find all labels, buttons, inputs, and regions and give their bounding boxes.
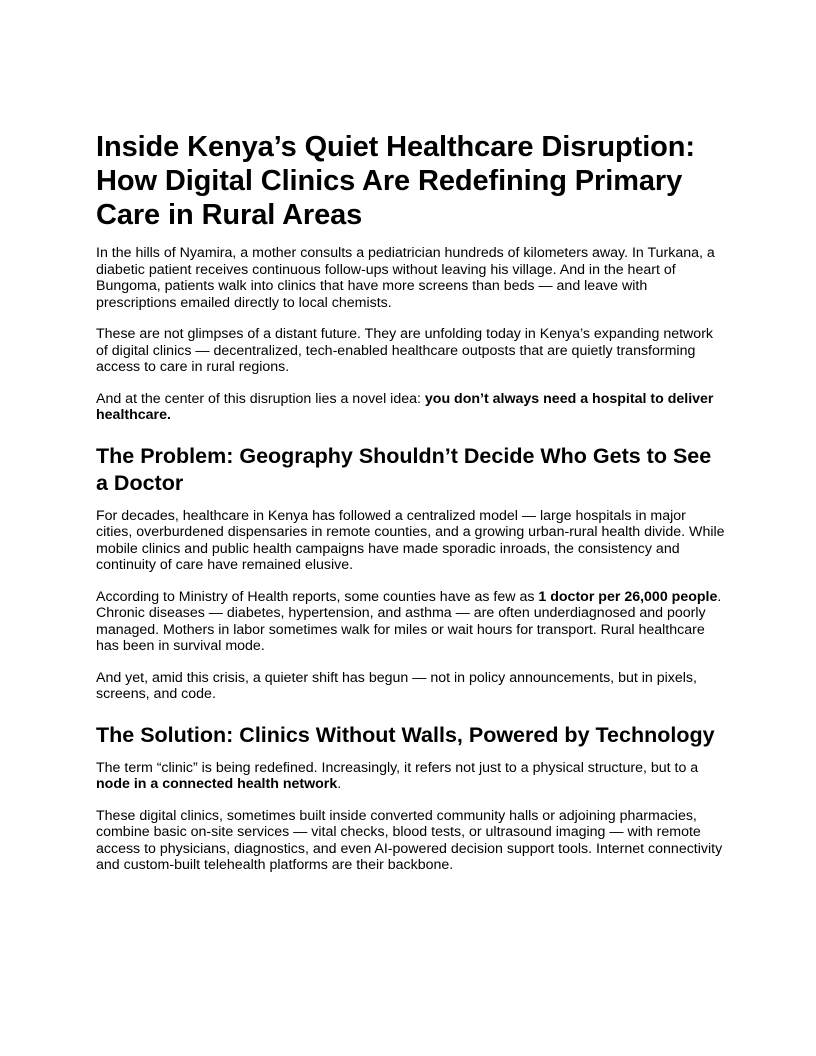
problem-paragraph-2-emphasis: 1 doctor per 26,000 people — [538, 588, 718, 605]
problem-paragraph-3: And yet, amid this crisis, a quieter shift has begun — not in policy announcements, but in pixels, screens, and code. — [96, 669, 697, 702]
document-page — [96, 130, 726, 889]
problem-paragraph-1: For decades, healthcare in Kenya has followed a centralized model — large hospitals in major cities, overburdened dispensaries in remote counties, and a growing urban-rural health divide. While mobile clinics and public health campaigns have made sporadic inroads, the consistency and continuity of care have remained elusive. — [96, 507, 725, 573]
intro-paragraph-3 — [96, 391, 726, 424]
intro-paragraph-3-lead: And at the center of this disruption lies a novel idea: — [96, 390, 425, 407]
solution-paragraph-1-tail: . — [337, 776, 342, 792]
intro-paragraph-2: These are not glimpses of a distant future. They are unfolding today in Kenya’s expanding network of digital clinics — decentralized, tech-enabled healthcare outposts that are quietly transforming access to care in rural regions. — [96, 326, 714, 375]
solution-paragraph-1 — [96, 760, 726, 793]
problem-paragraph-2 — [96, 589, 726, 655]
solution-paragraph-1-lead: The term “clinic” is being redefined. Increasingly, it refers not just to a physical structure, but to a — [96, 759, 699, 776]
solution-paragraph-2: These digital clinics, sometimes built inside converted community halls or adjoining pharmacies, combine basic on-site services — vital checks, blood tests, or ultrasound imaging — with remote access to physicians, diagnostics, and even AI-powered decision support tools. Internet connectivity and custom-built telehealth platforms are their backbone. — [96, 807, 723, 873]
article-title: Inside Kenya’s Quiet Healthcare Disruption: How Digital Clinics Are Redefining Primary Care in Rural Areas — [96, 131, 695, 231]
solution-paragraph-1-emphasis: node in a connected health network — [96, 776, 338, 792]
intro-paragraph-3-emphasis: you don’t always need a hospital to deliver healthcare. — [96, 390, 714, 423]
problem-paragraph-2-lead: According to Ministry of Health reports, some counties have as few as — [96, 588, 539, 605]
solution-heading: The Solution: Clinics Without Walls, Powered by Technology — [96, 722, 715, 747]
problem-paragraph-2-tail: . Chronic diseases — diabetes, hypertension, and asthma — are often underdiagnosed and poorly managed. Mothers in labor sometimes walk for miles or wait hours for transport. Rural healthcare has been in survival mode. — [96, 588, 722, 654]
problem-heading: The Problem: Geography Shouldn’t Decide Who Gets to See a Doctor — [96, 443, 712, 495]
intro-paragraph-1: In the hills of Nyamira, a mother consults a pediatrician hundreds of kilometers away. In Turkana, a diabetic patient receives continuous follow-ups without leaving his village. And in the heart of Bungoma, patients walk into clinics that have more screens than beds — and leave with prescriptions emailed directly to local chemists. — [96, 245, 715, 311]
